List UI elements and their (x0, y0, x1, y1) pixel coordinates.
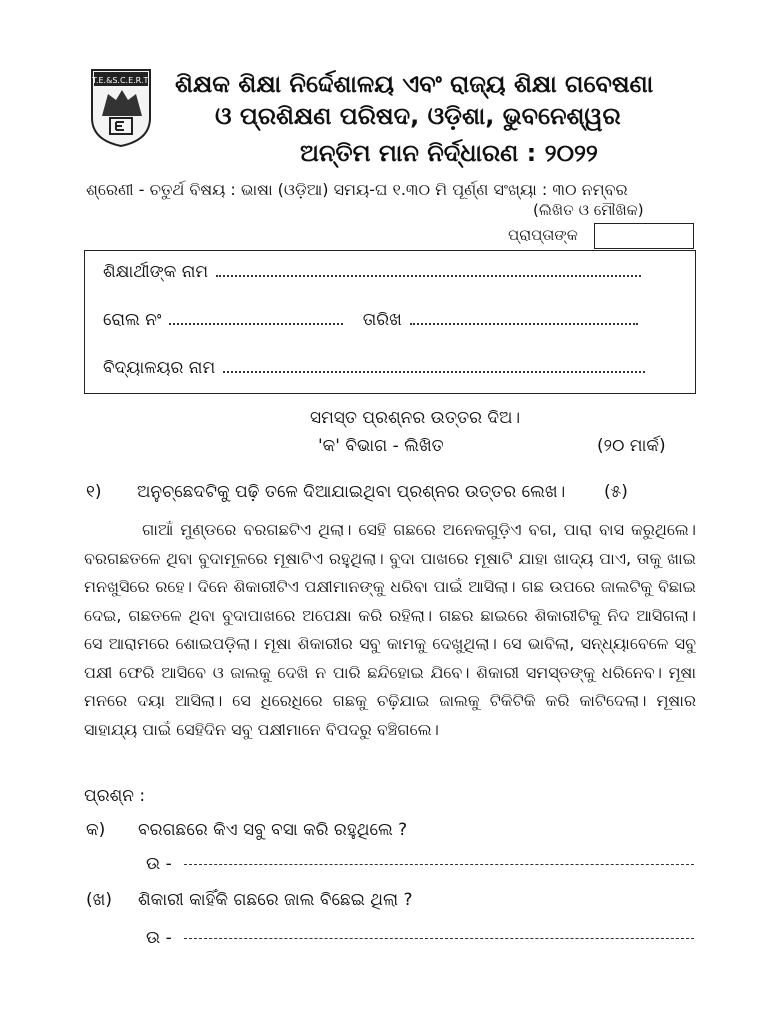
marks-obtained-label: ପ୍ରାପ୍ତାଙ୍କ (508, 226, 578, 244)
instruction-all-questions: ସମସ୍ତ ପ୍ରଶ୍ନର ଉତ୍ତର ଦିଅ। (310, 408, 521, 428)
section-heading: 'କ' ବିଭାଗ - ଲିଖିତ (318, 436, 444, 456)
question-number: ୧) (86, 482, 102, 502)
roll-label: ରୋଲ ନଂ (103, 310, 162, 330)
school-name-label: ବିଦ୍ୟାଳୟର ନାମ (103, 358, 216, 378)
questions-heading: ପ୍ରଶ୍ନ : (84, 786, 146, 806)
student-info-box (84, 250, 696, 394)
exam-title: ଅନ୍ତିମ ମାନ ନିର୍ଦ୍ଧାରଣ : ୨୦୨୨ (300, 139, 598, 167)
exam-meta-sub: (ଲିଖିତ ଓ ମୌଖିକ) (533, 201, 644, 219)
question-text: ଅନୁଚ୍ଛେଦଟିକୁ ପଢ଼ି ତଳେ ଦିଆଯାଇଥିବା ପ୍ରଶ୍ନର ଉତ୍ତର ଲେଖ। (137, 482, 566, 502)
roll-field[interactable] (169, 308, 343, 325)
institution-logo (88, 66, 154, 148)
answer-line[interactable] (184, 938, 694, 939)
answer-label: ଉ - (146, 854, 172, 874)
sub-question-text: ଶିକାରୀ କାହିଁକି ଗଛରେ ଜାଲ ବିଛେଇ ଥିଲା ? (138, 890, 413, 910)
date-label: ତାରିଖ (362, 310, 402, 330)
header-line-1: ଶିକ୍ଷକ ଶିକ୍ଷା ନିର୍ଦ୍ଦେଶାଳୟ ଏବଂ ରାଜ୍ୟ ଶିକ୍ଷା ଗବେଷଣା (175, 70, 654, 98)
question-marks: (୫) (604, 482, 628, 502)
roll-date-row (103, 307, 638, 333)
section-marks: (୨୦ ମାର୍କ) (597, 436, 666, 456)
answer-label: ଉ - (146, 928, 172, 948)
passage: ଗାଆଁ ମୁଣ୍ଡରେ ବରଗଛଟିଏ ଥିଲା। ସେହି ଗଛରେ ଅନେକଗୁଡ଼ିଏ ବଗ, ପାରା ବାସ କରୁଥିଲେ। ବରଗଛତଳେ ଥିବା ବୁଦାମୂଳରେ ମୂଷାଟିଏ ରହୁଥିଲା। ବୁଦା ପାଖରେ ମୂଷାଟି ଯାହା ଖାଦ୍ୟ ପାଏ, ତାକୁ ଖାଇ ମନଖୁସିରେ ରହେ। ଦିନେ ଶିକାରୀଟିଏ ପକ୍ଷୀମାନଙ୍କୁ ଧରିବା ପାଇଁ ଆସିଲା। ଗଛ ଉପରେ ଜାଲଟିକୁ ବିଛାଇ ଦେଇ, ଗଛତଳେ ଥିବା ବୁଦାପାଖରେ ଅପେକ୍ଷା କରି ରହିଲା। ଗଛର ଛାଇରେ ଶିକାରୀଟିକୁ ନିଦ ଆସିଗଲା। ସେ ଆରାମରେ ଶୋଇପଡ଼ିଲା। ମୂଷା ଶିକାରୀର ସବୁ କାମକୁ ଦେଖୁଥିଲା। ସେ ଭାବିଲା, ସନ୍ଧ୍ୟାବେଳେ ସବୁ ପକ୍ଷୀ ଫେରି ଆସିବେ ଓ ଜାଲକୁ ଦେଖି ନ ପାରି ଛନ୍ଦିହୋଇ ଯିବେ। ଶିକାରୀ ସମସ୍ତଙ୍କୁ ଧରିନେବ। ମୂଷା ମନରେ ଦୟା ଆସିଲା। ସେ ଧିରେଧିରେ ଗଛକୁ ଚଢ଼ିଯାଇ ଜାଲକୁ ଟିକିଟିକି କରି କାଟିଦେଲା। ମୂଷାର ସାହାଯ୍ୟ ପାଇଁ ସେହିଦିନ ସବୁ ପକ୍ଷୀମାନେ ବିପଦରୁ ବଞ୍ଚିଗଲେ। (84, 520, 696, 739)
svg-text:T.E.&S.C.E.R.T.: T.E.&S.C.E.R.T. (92, 76, 150, 85)
date-field[interactable] (410, 308, 638, 325)
sub-question-label: (ଖ) (86, 890, 112, 910)
header-line-2: ଓ ପ୍ରଶିକ୍ଷଣ ପରିଷଦ, ଓଡ଼ିଶା, ଭୁବନେଶ୍ୱର (215, 102, 621, 130)
school-name-field[interactable] (223, 356, 645, 373)
student-name-label: ଶିକ୍ଷାର୍ଥୀଙ୍କ ନାମ (103, 262, 209, 282)
school-name-row (103, 355, 645, 381)
student-name-field[interactable] (216, 260, 641, 277)
marks-obtained-box[interactable] (594, 223, 694, 249)
student-name-row (103, 259, 641, 285)
sub-question-text: ବରଗଛରେ କିଏ ସବୁ ବସା କରି ରହୁଥିଲେ ? (138, 820, 408, 840)
sub-question-label: କ) (86, 820, 106, 840)
answer-line[interactable] (184, 864, 694, 865)
exam-meta: ଶ୍ରେଣୀ - ଚତୁର୍ଥ ବିଷୟ : ଭାଷା (ଓଡ଼ିଆ) ସମୟ-ଘ ୧.୩୦ ମି ପୂର୍ଣ୍ଣ ସଂଖ୍ୟା : ୩୦ ନମ୍ବର (86, 180, 628, 199)
